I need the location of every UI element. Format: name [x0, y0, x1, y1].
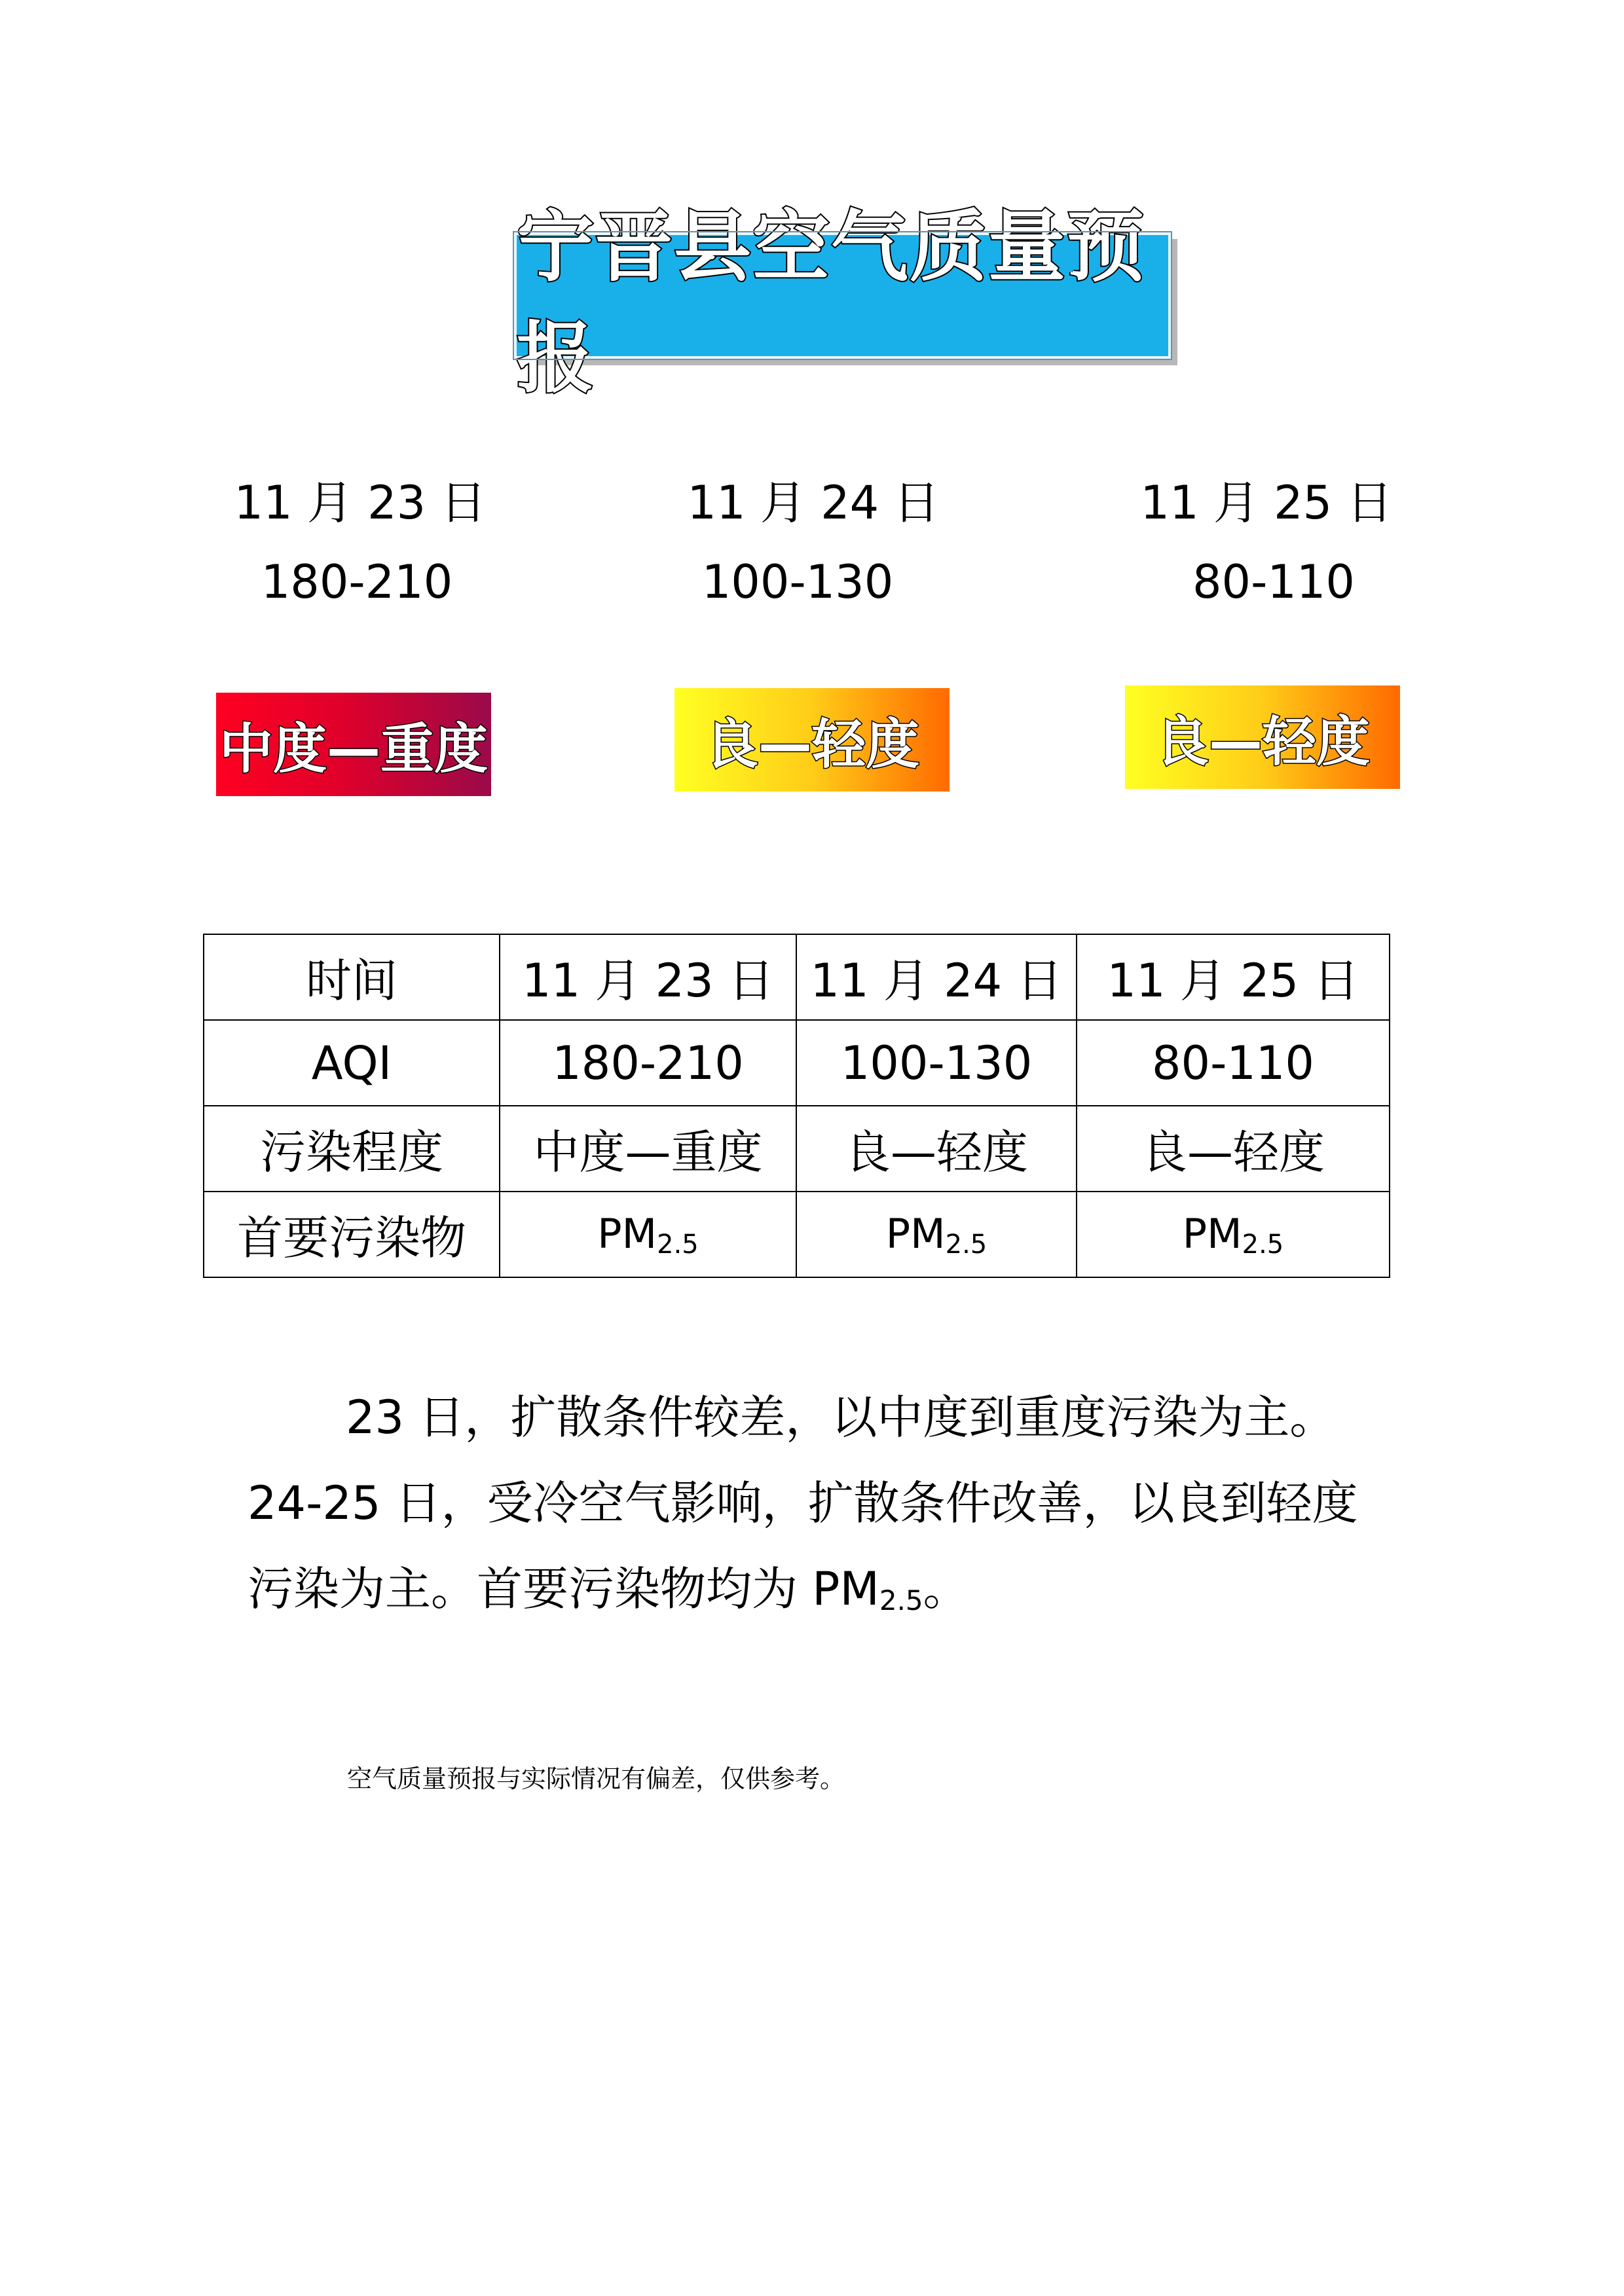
table-row-label: 污染程度 — [204, 1106, 500, 1192]
table-header-cell: 11 月 24 日 — [796, 934, 1077, 1020]
table-header-cell: 时间 — [204, 934, 500, 1020]
table-row — [204, 1192, 1390, 1277]
forecast-aqi-nov24: 100-130 — [701, 555, 894, 609]
table-row-label: 首要污染物 — [204, 1192, 500, 1277]
page-title: 宁晋县空气质量预报 — [517, 201, 1146, 403]
table-cell: 180-210 — [500, 1020, 796, 1106]
level-badge-nov24: 良—轻度 — [674, 688, 950, 792]
table-cell: $PM_{2.5}$ — [1077, 1192, 1390, 1277]
table-row — [204, 1020, 1390, 1106]
forecast-aqi-nov25: 80-110 — [1192, 555, 1355, 609]
table-header-cell: 11 月 25 日 — [1077, 934, 1390, 1020]
table-cell: 100-130 — [796, 1020, 1077, 1106]
table-cell: $PM_{2.5}$ — [796, 1192, 1077, 1277]
table-cell: 良—轻度 — [1077, 1106, 1390, 1192]
table-cell: 80-110 — [1077, 1020, 1390, 1106]
summary-paragraph: 23 日，扩散条件较差，以中度到重度污染为主。24-25 日，受冷空气影响，扩散条件改善，以良到轻度污染为主。首要污染物均为 $PM_{2.5}$。 — [248, 1391, 1358, 1616]
table-row-label: AQI — [204, 1020, 500, 1106]
table-cell: $PM_{2.5}$ — [500, 1192, 796, 1277]
disclaimer-note: 空气质量预报与实际情况有偏差，仅供参考。 — [347, 1764, 845, 1793]
level-badge-nov25: 良—轻度 — [1125, 685, 1400, 789]
table-row — [204, 1106, 1390, 1192]
table-header-cell: 11 月 23 日 — [500, 934, 796, 1020]
table-header-row — [204, 934, 1390, 1020]
forecast-date-nov25: 11 月 25 日 — [1140, 476, 1393, 530]
forecast-table — [203, 934, 1390, 1278]
forecast-date-nov24: 11 月 24 日 — [687, 476, 940, 530]
forecast-aqi-nov23: 180-210 — [261, 555, 453, 609]
title-banner — [514, 201, 1171, 403]
forecast-date-nov23: 11 月 23 日 — [234, 476, 487, 530]
table-cell: 良—轻度 — [796, 1106, 1077, 1192]
table-cell: 中度—重度 — [500, 1106, 796, 1192]
level-badge-nov23: 中度—重度 — [216, 693, 491, 796]
